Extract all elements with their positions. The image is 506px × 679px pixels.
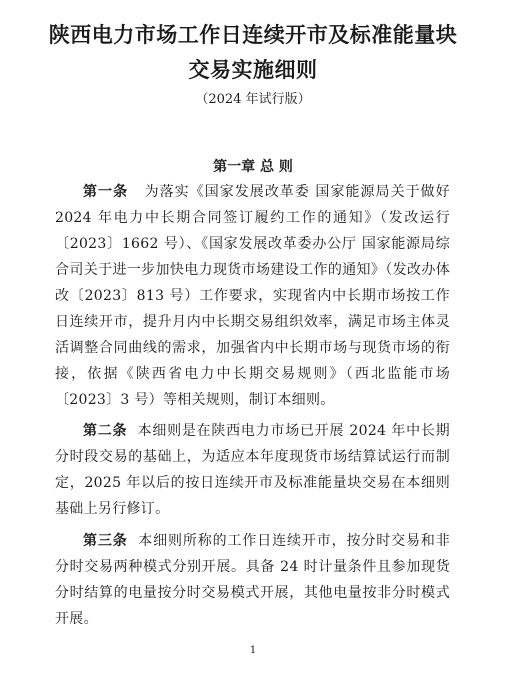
article-2 bbox=[55, 418, 450, 522]
chapter-heading: 第一章 总 则 bbox=[213, 158, 293, 175]
article-1-label: 第一条 bbox=[83, 184, 129, 200]
document-title-line-2: 交易实施细则 bbox=[188, 58, 318, 82]
article-3-text: 本细则所称的工作日连续开市，按分时交易和非分时交易两种模式分别开展。具备 24 时计量条件且参加现货分时结算的电量按分时交易模式开展，其他电量按非分时模式开展。 bbox=[55, 533, 450, 627]
document-subtitle: （2024 年试行版） bbox=[195, 92, 311, 107]
article-3 bbox=[55, 528, 450, 632]
article-1 bbox=[55, 179, 450, 413]
document-title-line-1: 陕西电力市场工作日连续开市及标准能量块 bbox=[48, 23, 458, 47]
page-number: 1 bbox=[249, 645, 257, 656]
article-2-label: 第二条 bbox=[83, 423, 128, 439]
document-body bbox=[55, 179, 450, 632]
article-2-text: 本细则是在陕西电力市场已开展 2024 年中长期分时段交易的基础上，为适应本年度现货市场结算试运行而制定，2025 年以后的按日连续开市及标准能量块交易在本细则基础上另行修订。 bbox=[55, 423, 450, 517]
article-3-label: 第三条 bbox=[83, 533, 128, 549]
article-1-text: 为落实《国家发展改革委 国家能源局关于做好 2024 年电力中长期合同签订履约工作的通知》（发改运行〔2023〕1662 号）、《国家发展改革委办公厅 国家能源局综合司关于进一步加快电力现货市场建设工作的通知》（发改办体改〔2023〕813 号）工作要求，实现省内中长期市场按工作日连续开市，提升月内中长期交易组织效率，满足市场主体灵活调整合同曲线的需求，加强省内中长期市场与现货市场的衔接，依据《陕西省电力中长期交易规则》（西北监能市场〔2023〕3 号）等相关规则，制订本细则。 bbox=[55, 184, 450, 408]
